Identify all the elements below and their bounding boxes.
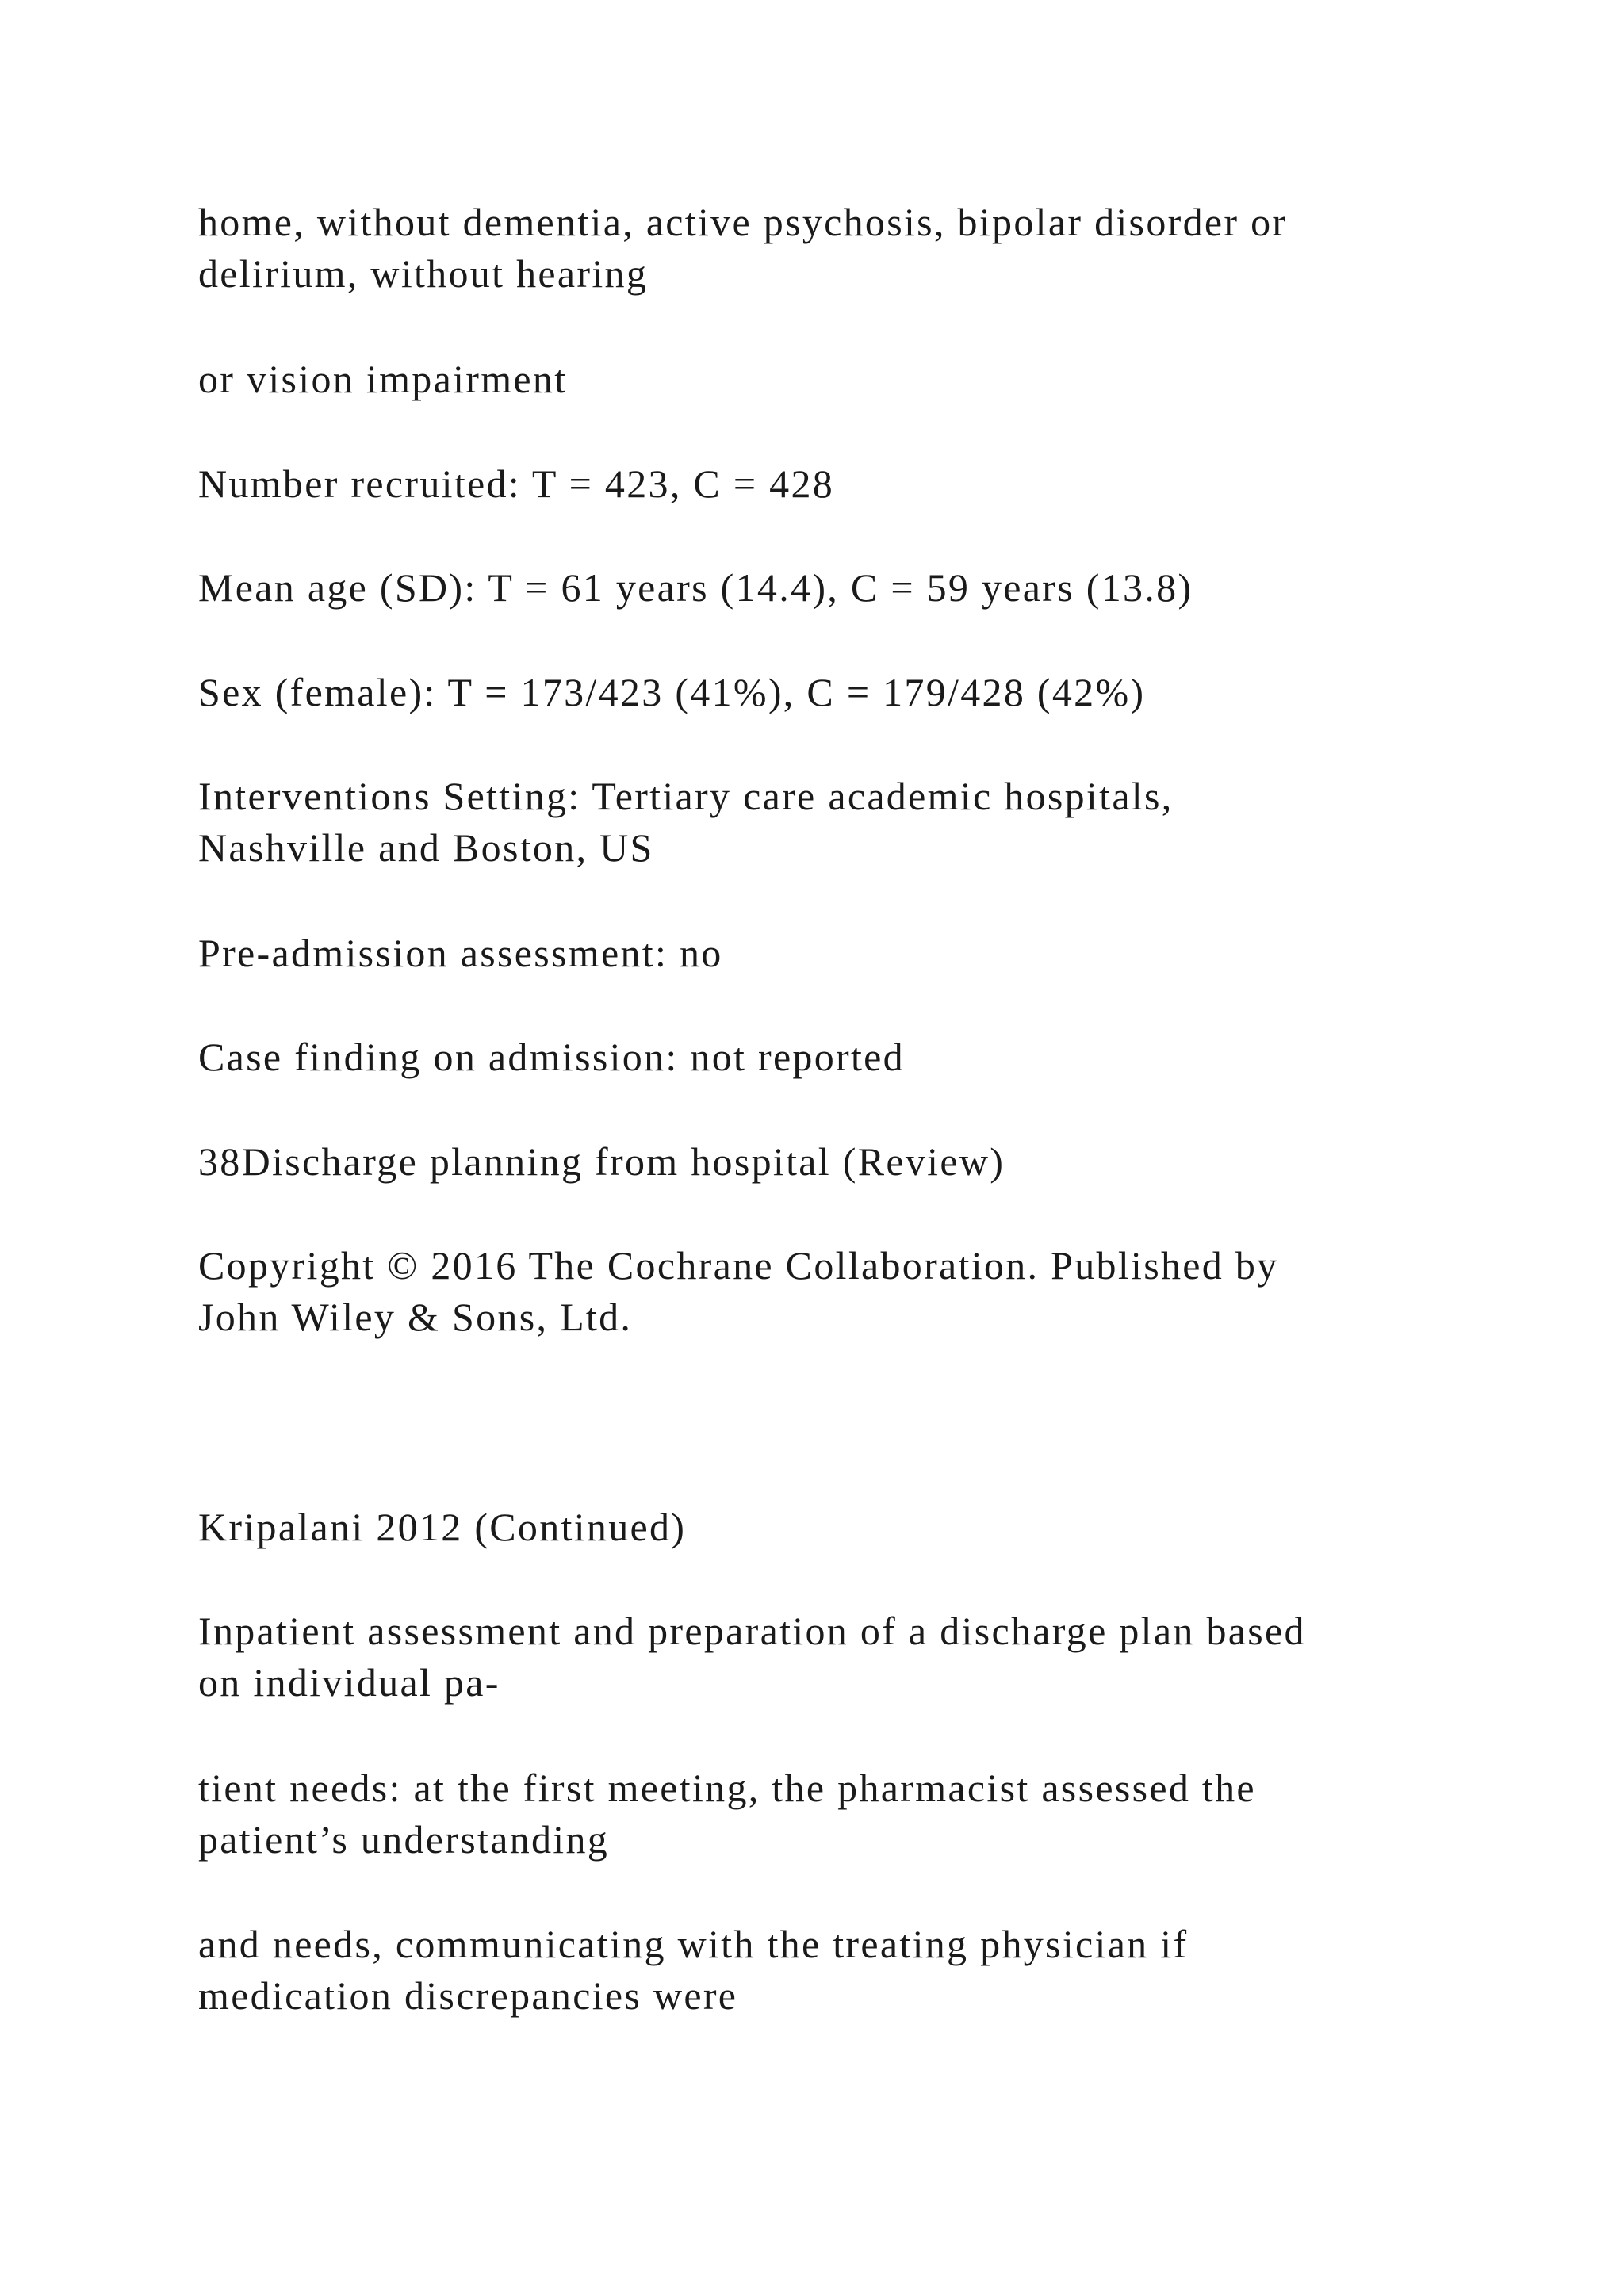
paragraph-vision-impairment	[198, 354, 1467, 405]
text-line: Kripalani 2012 (Continued)	[198, 1505, 687, 1549]
paragraph-sex	[198, 667, 1467, 718]
copyright-notice	[198, 1240, 1467, 1343]
text-line: John Wiley & Sons, Ltd.	[198, 1295, 633, 1339]
paragraph-interventions-setting	[198, 771, 1467, 874]
paragraph-number-recruited	[198, 458, 1467, 510]
paragraph-case-finding	[198, 1031, 1467, 1083]
text-line: and needs, communicating with the treating physician if	[198, 1922, 1189, 1966]
text-line: or vision impairment	[198, 357, 568, 401]
text-line: tient needs: at the first meeting, the pharmacist assessed the	[198, 1766, 1256, 1810]
text-line: Case finding on admission: not reported	[198, 1035, 905, 1079]
text-line: Mean age (SD): T = 61 years (14.4), C = 59 years (13.8)	[198, 565, 1193, 610]
text-line: Inpatient assessment and preparation of a discharge plan based	[198, 1609, 1306, 1653]
text-line: on individual pa-	[198, 1660, 500, 1705]
text-line: Interventions Setting: Tertiary care academic hospitals,	[198, 774, 1174, 818]
text-line: Sex (female): T = 173/423 (41%), C = 179/428 (42%)	[198, 670, 1146, 714]
text-line: delirium, without hearing	[198, 251, 649, 296]
paragraph-inclusion-criteria	[198, 197, 1467, 300]
paragraph-mean-age	[198, 562, 1467, 614]
paragraph-pre-admission	[198, 928, 1467, 979]
text-line: Number recruited: T = 423, C = 428	[198, 461, 835, 506]
text-line: Pre-admission assessment: no	[198, 931, 723, 975]
text-line: medication discrepancies were	[198, 1973, 738, 2018]
text-line: Copyright © 2016 The Cochrane Collaboration. Published by	[198, 1243, 1279, 1288]
text-line: 38Discharge planning from hospital (Review)	[198, 1139, 1005, 1184]
paragraph-inpatient-assessment	[198, 1605, 1467, 1709]
text-line: Nashville and Boston, US	[198, 825, 654, 870]
continued-heading	[198, 1502, 1467, 1553]
paragraph-communication	[198, 1919, 1467, 2022]
paragraph-patient-needs	[198, 1762, 1467, 1866]
page-footer-title	[198, 1136, 1467, 1188]
text-line: patient’s understanding	[198, 1817, 610, 1862]
text-line: home, without dementia, active psychosis, bipolar disorder or	[198, 200, 1288, 244]
